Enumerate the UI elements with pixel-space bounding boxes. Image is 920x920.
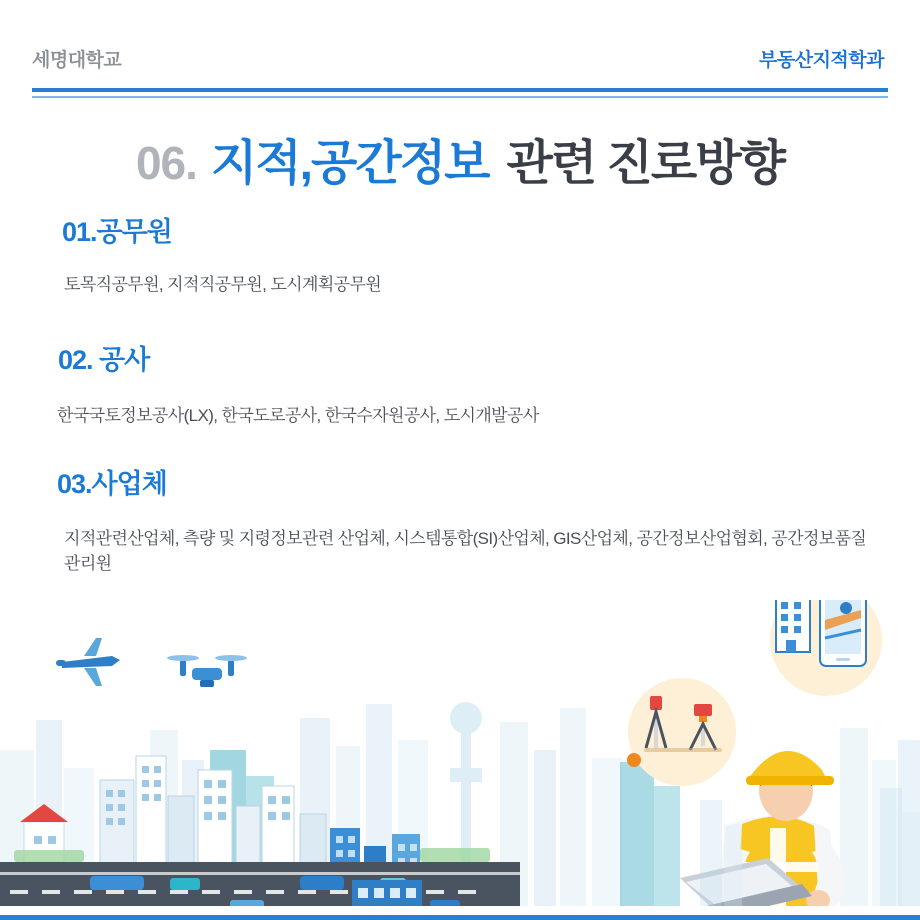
section-body: 토목직공무원, 지적직공무원, 도시계획공무원: [64, 275, 382, 294]
section-body: 한국국토정보공사(LX), 한국도로공사, 한국수자원공사, 도시개발공사: [57, 406, 539, 425]
university-name: 세명대학교: [32, 50, 122, 71]
page-title: [0, 124, 920, 192]
drone-icon: [167, 655, 247, 687]
building-icon: [776, 600, 810, 652]
header-divider-thin: [32, 96, 888, 98]
title-highlight: 지적,공간정보: [210, 137, 489, 190]
section-heading: 01.공무원: [62, 217, 172, 247]
section-heading: 02. 공사: [58, 345, 150, 375]
header-divider-thick: [32, 88, 888, 92]
section-business: [0, 462, 920, 576]
section-body: 지적관련산업체, 측량 및 지령정보관련 산업체, 시스템통합(SI)산업체, GIS산업체, 공간정보산업협회, 공간정보품질관리원: [64, 529, 867, 573]
section-public-corporation: [0, 338, 920, 429]
survey-equipment-badge: [628, 678, 736, 786]
section-public-servant: [0, 210, 920, 298]
title-number: 06.: [135, 137, 197, 189]
orange-dot: [627, 753, 641, 767]
smartphone-map-icon: [820, 600, 866, 666]
bottom-blue-strip: [0, 915, 920, 920]
airplane-icon: [56, 638, 120, 686]
title-rest: 관련 진로방향: [506, 137, 785, 190]
page-header: [0, 0, 920, 100]
city-illustration: [0, 600, 920, 920]
department-name: 부동산지적학과: [759, 50, 884, 71]
illustration-svg: [0, 600, 920, 920]
section-heading: 03.사업체: [57, 469, 167, 499]
